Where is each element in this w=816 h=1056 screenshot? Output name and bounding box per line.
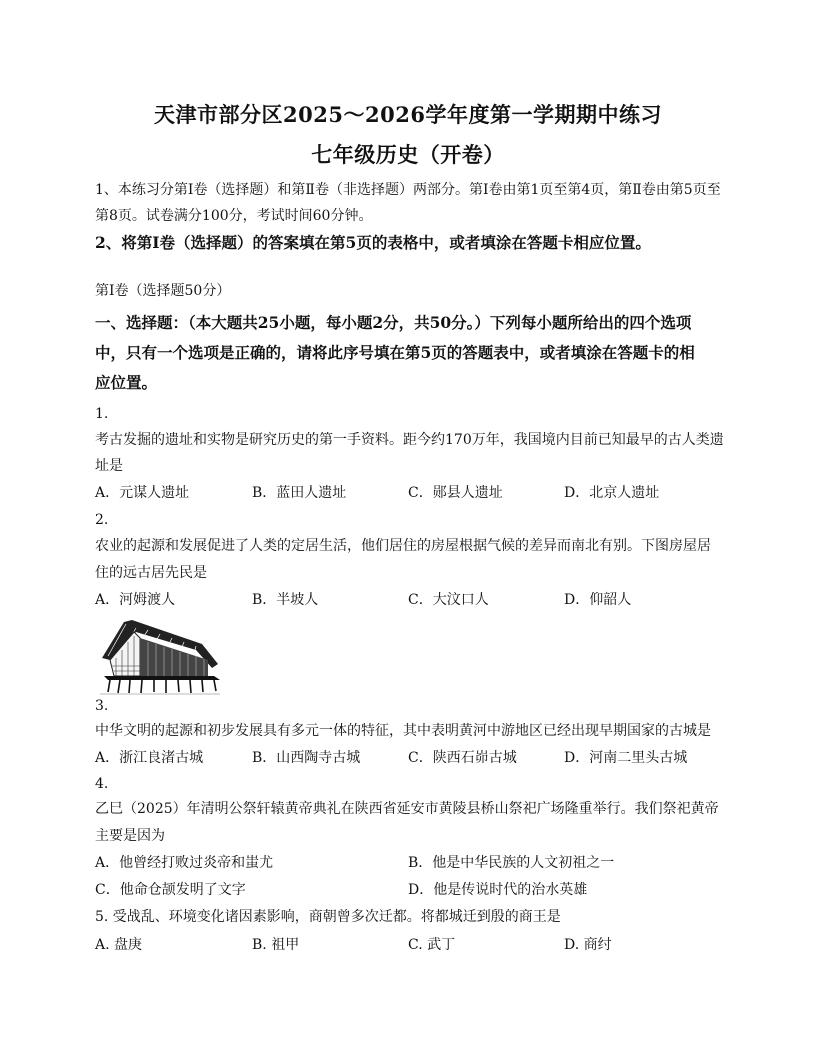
question-1-option-d: D．北京人遗址	[564, 485, 660, 501]
question-1-option-b: B．蓝田人遗址	[252, 485, 347, 501]
section-instruction-line-2: 中，只有一个选项是正确的，请将此序号填在第5页的答题表中，或者填涂在答题卡的相	[95, 343, 695, 362]
question-4-number: 4.	[95, 776, 109, 792]
question-2-number: 2.	[95, 512, 109, 528]
question-5-option-b: B. 祖甲	[252, 937, 300, 953]
question-1-number: 1.	[95, 406, 109, 422]
question-1-stem-line-1: 考古发掘的遗址和实物是研究历史的第一手资料。距今约170万年，我国境内目前已知最早的古人类遗	[95, 432, 724, 448]
question-2-option-d: D．仰韶人	[564, 592, 632, 608]
question-2-option-c: C．大汶口人	[408, 592, 489, 608]
question-4-option-c: C．他命仓颉发明了文字	[95, 882, 246, 898]
question-4-option-a: A．他曾经打败过炎帝和蚩尤	[95, 855, 274, 871]
section-instruction-line-3: 应位置。	[95, 373, 158, 392]
question-2-stem-line-1: 农业的起源和发展促进了人类的定居生活，他们居住的房屋根据气候的差异而南北有别。下图房屋居	[95, 538, 711, 554]
note-2: 2、将第Ⅰ卷（选择题）的答案填在第5页的表格中，或者填涂在答题卡相应位置。	[95, 233, 651, 252]
question-5-option-c: C. 武丁	[408, 937, 456, 953]
question-4-option-d: D．他是传说时代的治水英雄	[408, 882, 588, 898]
question-5-option-d: D. 商纣	[564, 937, 612, 953]
question-3-option-d: D．河南二里头古城	[564, 750, 688, 766]
section-label: 第Ⅰ卷（选择题50分）	[95, 283, 231, 299]
question-5-stem-line-1: 5. 受战乱、环境变化诸因素影响，商朝曾多次迁都。将都城迁到殷的商王是	[95, 909, 561, 925]
stilt-house-image	[96, 618, 224, 696]
section-instruction-line-1: 一、选择题：（本大题共25小题，每小题2分，共50分。）下列每小题所给出的四个选项	[95, 313, 692, 332]
question-2-option-b: B．半坡人	[252, 592, 319, 608]
question-3-number: 3.	[95, 698, 109, 714]
question-4-stem-line-1: 乙巳（2025）年清明公祭轩辕黄帝典礼在陕西省延安市黄陵县桥山祭祀广场隆重举行。我们祭祀黄帝	[95, 801, 719, 817]
question-3-option-c: C．陕西石峁古城	[408, 750, 517, 766]
question-1-option-c: C．郧县人遗址	[408, 485, 503, 501]
question-5-option-a: A. 盘庚	[95, 937, 143, 953]
question-2-stem-line-2: 住的远古居先民是	[95, 565, 207, 581]
question-4-stem-line-2: 主要是因为	[95, 828, 165, 844]
question-2-option-a: A．河姆渡人	[95, 592, 176, 608]
question-1-stem-line-2: 址是	[95, 458, 123, 474]
question-3-option-a: A．浙江良渚古城	[95, 750, 204, 766]
exam-title: 天津市部分区2025～2026学年度第一学期期中练习	[154, 102, 662, 127]
question-4-option-b: B．他是中华民族的人文初祖之一	[408, 855, 615, 871]
note-1-line-2: 第8页。试卷满分100分，考试时间60分钟。	[95, 208, 373, 224]
question-3-option-b: B．山西陶寺古城	[252, 750, 361, 766]
exam-subtitle: 七年级历史（开卷）	[311, 142, 505, 167]
question-3-stem-line-1: 中华文明的起源和初步发展具有多元一体的特征，其中表明黄河中游地区已经出现早期国家的古城是	[95, 723, 711, 739]
question-1-option-a: A．元谋人遗址	[95, 485, 190, 501]
note-1-line-1: 1、本练习分第Ⅰ卷（选择题）和第Ⅱ卷（非选择题）两部分。第Ⅰ卷由第1页至第4页，第Ⅱ卷由第5页至	[95, 182, 721, 198]
